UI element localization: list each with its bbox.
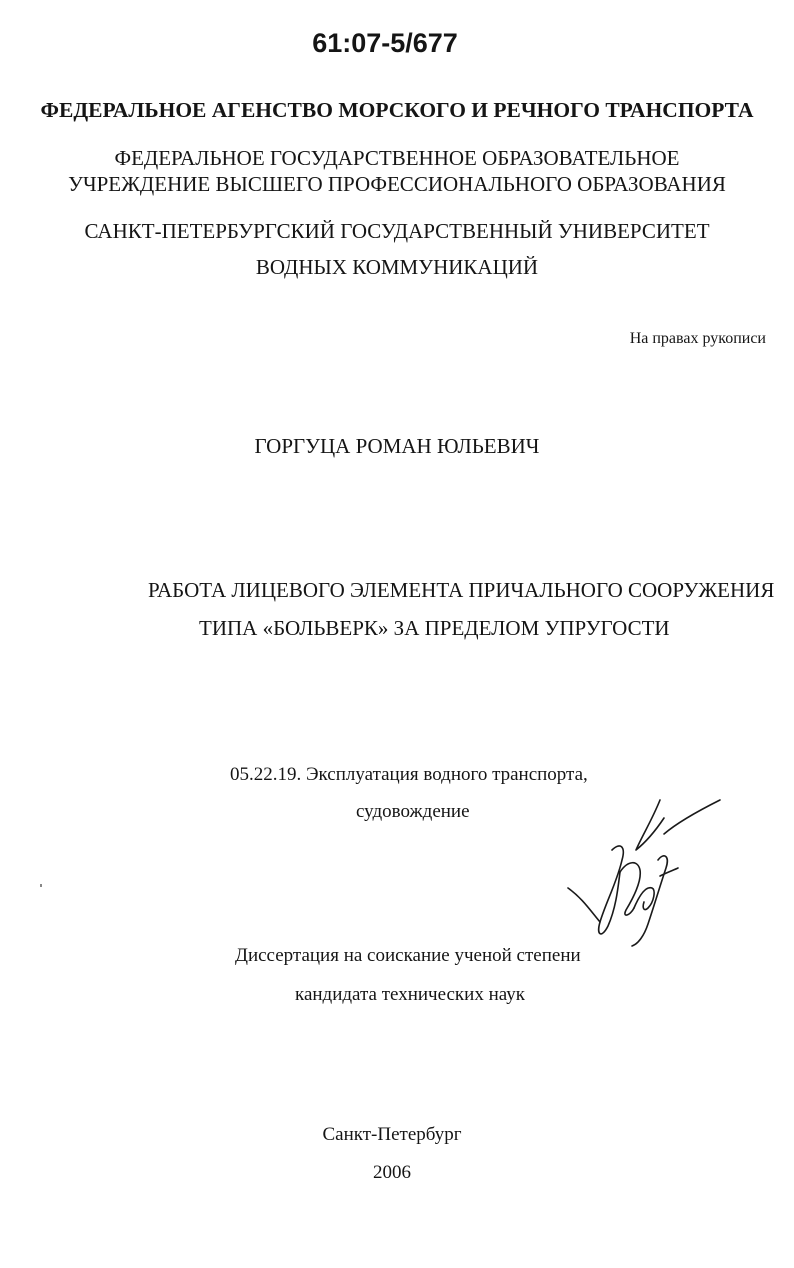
- signature-stroke-3: [620, 863, 640, 915]
- signature-stroke-6: [664, 800, 720, 834]
- manuscript-rights-note: На правах рукописи: [629, 330, 766, 347]
- author-name: ГОРГУЦА РОМАН ЮЛЬЕВИЧ: [254, 434, 540, 458]
- university-line-2: ВОДНЫХ КОММУНИКАЦИЙ: [255, 255, 539, 279]
- dissertation-line-1: Диссертация на соискание ученой степени: [235, 945, 581, 966]
- signature-stroke-4: [634, 888, 654, 910]
- city: Санкт-Петербург: [322, 1124, 462, 1145]
- dissertation-line-2: кандидата технических наук: [295, 984, 525, 1005]
- signature-stroke-5: [636, 800, 664, 850]
- year: 2006: [373, 1162, 411, 1183]
- institution-line-2: УЧРЕЖДЕНИЕ ВЫСШЕГО ПРОФЕССИОНАЛЬНОГО ОБРАЗОВАНИЯ: [68, 172, 726, 196]
- specialty-line-2: судовождение: [356, 801, 470, 822]
- thesis-title-line-2: ТИПА «БОЛЬВЕРК» ЗА ПРЕДЕЛОМ УПРУГОСТИ: [199, 616, 670, 640]
- specialty-line-1: 05.22.19. Эксплуатация водного транспорта,: [230, 764, 588, 785]
- signature-stroke-2: [568, 888, 600, 922]
- handwritten-signature-icon: [560, 790, 730, 950]
- catalog-number: 61:07-5/677: [312, 28, 458, 58]
- signature-stroke-1: [599, 846, 624, 934]
- university-line-1: САНКТ-ПЕТЕРБУРГСКИЙ ГОСУДАРСТВЕННЫЙ УНИВЕРСИТЕТ: [84, 219, 710, 243]
- scan-speck: [40, 884, 42, 887]
- thesis-title-line-1: РАБОТА ЛИЦЕВОГО ЭЛЕМЕНТА ПРИЧАЛЬНОГО СООРУЖЕНИЯ: [148, 578, 775, 602]
- institution-line-1: ФЕДЕРАЛЬНОЕ ГОСУДАРСТВЕННОЕ ОБРАЗОВАТЕЛЬНОЕ: [114, 146, 680, 170]
- signature-stroke-8: [660, 868, 678, 876]
- agency-name: ФЕДЕРАЛЬНОЕ АГЕНСТВО МОРСКОГО И РЕЧНОГО ТРАНСПОРТА: [40, 98, 754, 122]
